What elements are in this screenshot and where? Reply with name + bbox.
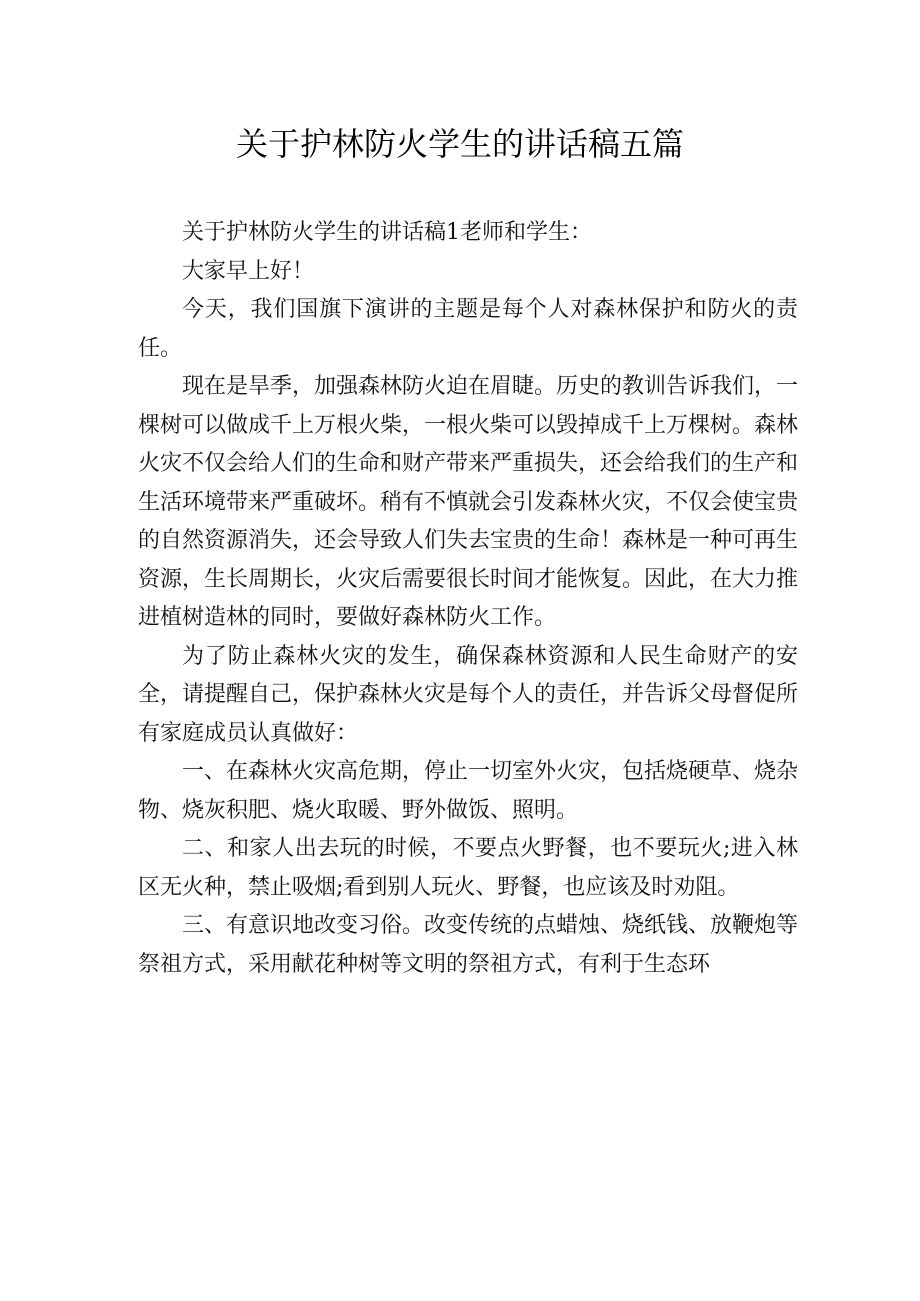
paragraph-topic: 今天，我们国旗下演讲的主题是每个人对森林保护和防火的责任。	[138, 297, 798, 361]
paragraph-item-one: 一、在森林火灾高危期，停止一切室外火灾，包括烧硬草、烧杂物、烧灰积肥、烧火取暖、野外做饭、照明。	[138, 759, 799, 823]
paragraph-salutation: 关于护林防火学生的讲话稿1老师和学生：	[182, 220, 592, 245]
document-body	[138, 214, 798, 984]
paragraph-dry-season: 现在是旱季，加强森林防火迫在眉睫。历史的教训告诉我们，一棵树可以做成千上万根火柴，一根火柴可以毁掉成千上万棵树。森林火灾不仅会给人们的生命和财产带来严重损失，还会给我们的生产和生活环境带来严重破坏。稍有不慎就会引发森林火灾，不仅会使宝贵的自然资源消失，还会导致人们失去宝贵的生命！森林是一种可再生资源，生长周期长，火灾后需要很长时间才能恢复。因此，在大力推进植树造林的同时，要做好森林防火工作。	[138, 374, 799, 630]
paragraph-prevention: 为了防止森林火灾的发生，确保森林资源和人民生命财产的安全，请提醒自己，保护森林火灾是每个人的责任，并告诉父母督促所有家庭成员认真做好：	[138, 643, 799, 746]
paragraph-item-three: 三、有意识地改变习俗。改变传统的点蜡烛、烧纸钱、放鞭炮等祭祖方式，采用献花种树等文明的祭祖方式，有利于生态环	[138, 913, 799, 977]
document-title: 关于护林防火学生的讲话稿五篇	[235, 125, 684, 163]
paragraph-greeting: 大家早上好！	[182, 258, 315, 284]
paragraph-item-two: 二、和家人出去玩的时候，不要点火野餐，也不要玩火;进入林区无火种，禁止吸烟;看到别人玩火、野餐，也应该及时劝阻。	[138, 836, 798, 900]
